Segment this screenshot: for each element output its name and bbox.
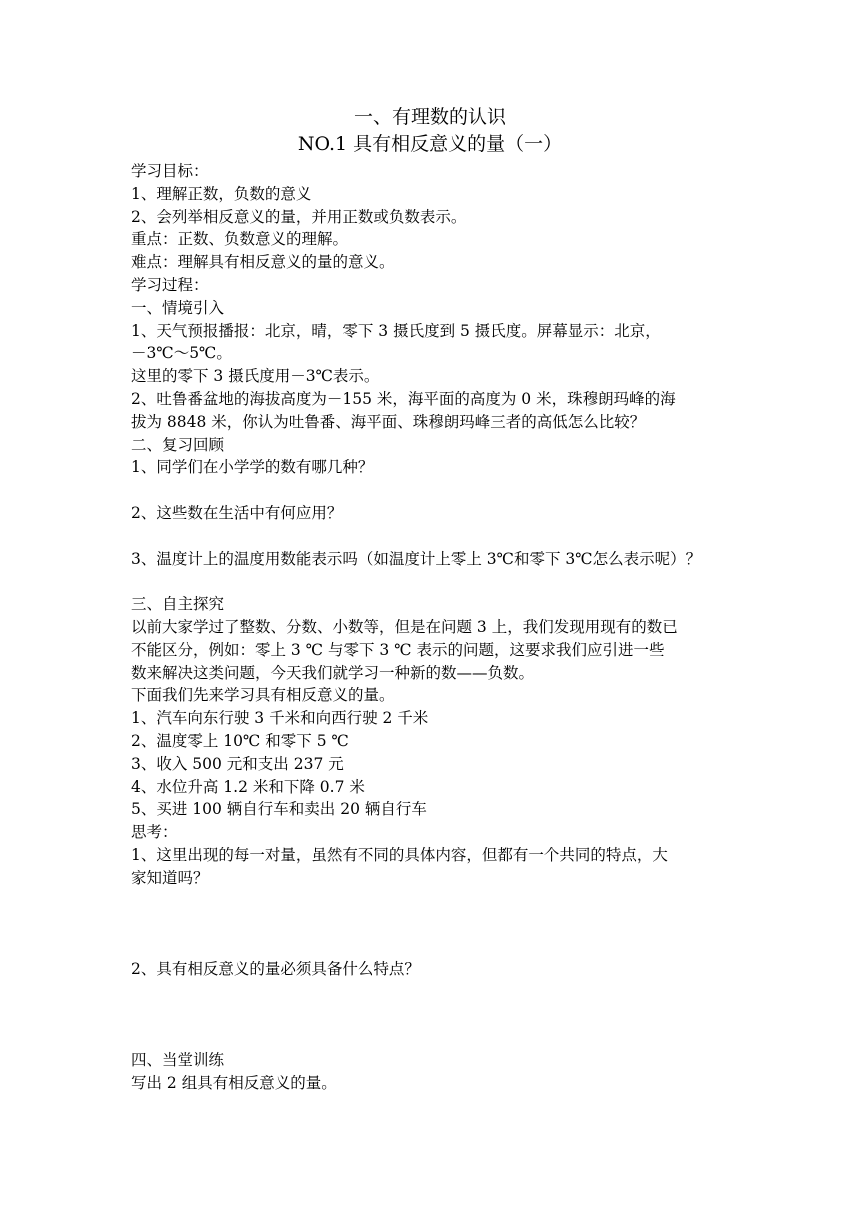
text-line: 3、温度计上的温度用数能表示吗（如温度计上零上 3℃和零下 3℃怎么表示呢）？: [131, 549, 702, 568]
text-line: 1、同学们在小学学的数有哪几种？: [131, 458, 374, 477]
blank-line: [131, 912, 731, 935]
text-line: 4、水位升高 1.2 米和下降 0.7 米: [131, 777, 365, 796]
blank-line: [131, 890, 731, 913]
text-line: 三、自主探究: [131, 595, 225, 614]
blank-line: [131, 1026, 731, 1049]
text-line: 家知道吗？: [131, 868, 209, 887]
text-line: 不能区分，例如：零上 3 ℃ 与零下 3 ℃ 表示的问题，这要求我们应引进一些: [131, 640, 665, 659]
text-line: 2、会列举相反意义的量，并用正数或负数表示。: [131, 207, 467, 226]
text-line: 学习过程：: [131, 275, 209, 294]
text-line: 1、天气预报播报：北京，晴，零下 3 摄氏度到 5 摄氏度。屏幕显示：北京，: [131, 321, 661, 340]
document-title: 一、有理数的认识: [353, 106, 506, 128]
text-line: 2、这些数在生活中有何应用？: [131, 503, 343, 522]
text-line: 5、买进 100 辆自行车和卖出 20 辆自行车: [131, 800, 427, 819]
text-line: 2、吐鲁番盆地的海拔高度为－155 米，海平面的高度为 0 米，珠穆朗玛峰的海: [131, 389, 676, 408]
text-line: 写出 2 组具有相反意义的量。: [131, 1073, 337, 1092]
document-body: [131, 160, 731, 1095]
blank-line: [131, 479, 731, 502]
text-line: 2、温度零上 10℃ 和零下 5 ℃: [131, 731, 349, 750]
text-line: 3、收入 500 元和支出 237 元: [131, 754, 344, 773]
text-line: 下面我们先来学习具有相反意义的量。: [131, 686, 395, 705]
text-line: 1、这里出现的每一对量，虽然有不同的具体内容，但都有一个共同的特点，大: [131, 845, 668, 864]
text-line: 1、理解正数，负数的意义: [131, 184, 312, 203]
blank-line: [131, 981, 731, 1004]
text-line: 以前大家学过了整数、分数、小数等，但是在问题 3 上，我们发现用现有的数已: [131, 617, 678, 636]
lesson-title: NO.1 具有相反意义的量（一）: [297, 133, 563, 155]
text-line: 数来解决这类问题，今天我们就学习一种新的数——负数。: [131, 663, 535, 682]
text-line: 四、当堂训练: [131, 1051, 225, 1070]
blank-line: [131, 935, 731, 958]
text-line: 这里的零下 3 摄氏度用－3℃表示。: [131, 367, 380, 386]
text-line: 重点：正数、负数意义的理解。: [131, 230, 349, 249]
text-line: 学习目标：: [131, 162, 209, 180]
text-line: 难点：理解具有相反意义的量的意义。: [131, 253, 395, 272]
blank-line: [131, 525, 731, 548]
blank-line: [131, 1003, 731, 1026]
text-line: －3℃～5℃。: [131, 344, 232, 363]
text-line: 拔为 8848 米，你认为吐鲁番、海平面、珠穆朗玛峰三者的高低怎么比较？: [131, 412, 646, 431]
text-line: 思考：: [131, 823, 178, 842]
blank-line: [131, 570, 731, 593]
text-line: 1、汽车向东行驶 3 千米和向西行驶 2 千米: [131, 709, 429, 728]
text-line: 2、具有相反意义的量必须具备什么特点？: [131, 959, 420, 978]
text-line: 一、情境引入: [131, 298, 225, 317]
text-line: 二、复习回顾: [131, 435, 225, 454]
